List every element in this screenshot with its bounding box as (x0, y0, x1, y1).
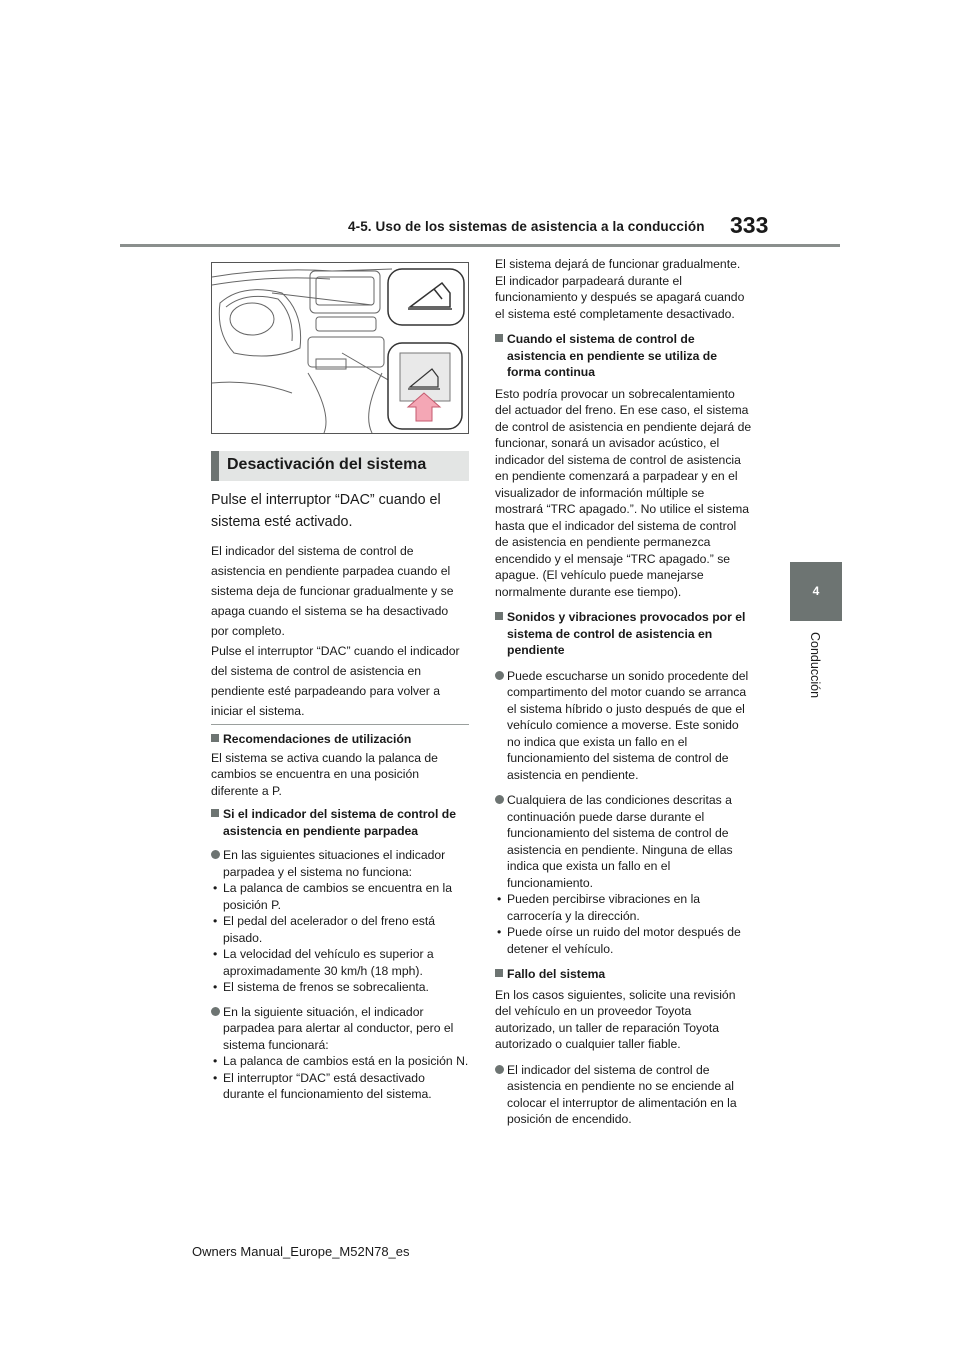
paragraph: Esto podría provocar un sobrecalentamiento del actuador del freno. En ese caso, el sistema de control de asistencia en pendiente dejará de funcionar, sonará un avisador acústico, el indicador del sistema de control de asistencia en pendiente comenzará a parpadear y en el visualizador de información múltiple se mostrará “TRC apagado.”. No utilice el sistema hasta que el indicador del sistema de control de asistencia en pendiente permanezca encendido y el mensaje “TRC apagado.” se apague. (El vehículo puede manejarse normalmente durante ese tiempo). (495, 386, 752, 599)
manual-id: Owners Manual_Europe_M52N78_es (192, 1244, 410, 1259)
paragraph: El sistema dejará de funcionar gradualmente. El indicador parpadeará durante el funcionamiento y después se apagará cuando el sistema esté completamente desactivado. (495, 257, 745, 321)
section-title: 4-5. Uso de los sistemas de asistencia a la conducción (348, 219, 705, 234)
subheading: Si el indicador del sistema de control de asistencia en pendiente parpadea (211, 806, 469, 839)
left-column-top (211, 489, 469, 721)
intro-text: Pulse el interruptor “DAC” cuando el sistema esté activado. (211, 492, 441, 530)
dashboard-drawing (212, 263, 468, 433)
paragraph: El sistema se activa cuando la palanca de cambios se encuentra en una posición diferente a P. (211, 750, 438, 798)
section-heading-text: Desactivación del sistema (227, 456, 427, 473)
header-divider (120, 244, 840, 247)
dot-item: Puede escucharse un sonido procedente del compartimento del motor cuando se arranca el sistema híbrido o justo después de que el vehículo comience a moverse. Este sonido no indica que exista un fallo en el funcionamiento del sistema de control de asistencia en pendiente. (495, 668, 753, 784)
dashboard-illustration (211, 262, 469, 434)
bullet-item: • La velocidad del vehículo es superior a aproximadamente 30 km/h (18 mph). (211, 946, 469, 979)
right-column (495, 256, 753, 1128)
subheading: Fallo del sistema (495, 966, 753, 983)
bullet-item: • Puede oírse un ruido del motor después de detener el vehículo. (495, 924, 753, 957)
paragraph: En los casos siguientes, solicite una revisión del vehículo en un proveedor Toyota autorizado, un taller de reparación Toyota autorizado o cualquier taller fiable. (495, 987, 736, 1051)
dot-item: En las siguientes situaciones el indicador parpadea y el sistema no funciona: (211, 847, 469, 880)
bullet-item: • La palanca de cambios se encuentra en la posición P. (211, 880, 469, 913)
bullet-item: • Pueden percibirse vibraciones en la carrocería y la dirección. (495, 891, 753, 924)
section-heading (211, 451, 469, 481)
paragraph: Pulse el interruptor “DAC” cuando el indicador del sistema de control de asistencia en pendiente esté parpadeando para volver a iniciar el sistema. (211, 644, 460, 718)
dot-item: En la siguiente situación, el indicador parpadea para alertar al conductor, pero el sistema funcionará: (211, 1004, 469, 1054)
chapter-tab: 4 (790, 562, 842, 621)
bullet-item: • El interruptor “DAC” está desactivado durante el funcionamiento del sistema. (211, 1070, 469, 1103)
subheading: Sonidos y vibraciones provocados por el sistema de control de asistencia en pendiente (495, 609, 753, 659)
left-column-notes (211, 731, 469, 1103)
subheading: Cuando el sistema de control de asistencia en pendiente se utiliza de forma continua (495, 331, 753, 381)
chapter-label: Conducción (808, 632, 822, 699)
subheading: Recomendaciones de utilización (211, 731, 469, 748)
bullet-item: • El pedal del acelerador o del freno está pisado. (211, 913, 469, 946)
dot-item: El indicador del sistema de control de asistencia en pendiente no se enciende al colocar el interruptor de alimentación en la posición de encendido. (495, 1062, 753, 1128)
paragraph: El indicador del sistema de control de asistencia en pendiente parpadea cuando el sistema deja de funcionar gradualmente y se apaga cuando el sistema se ha desactivado por completo. (211, 544, 454, 638)
page-number: 333 (730, 212, 769, 238)
dot-item: Cualquiera de las condiciones descritas a continuación puede darse durante el funcionamiento del sistema de control de asistencia en pendiente. Ninguna de ellas indica que exista un fallo en el funcionamiento. (495, 792, 753, 891)
bullet-item: • La palanca de cambios está en la posición N. (211, 1053, 469, 1070)
divider (211, 724, 469, 725)
section-heading-bar (211, 451, 219, 481)
bullet-item: • El sistema de frenos se sobrecalienta. (211, 979, 469, 996)
